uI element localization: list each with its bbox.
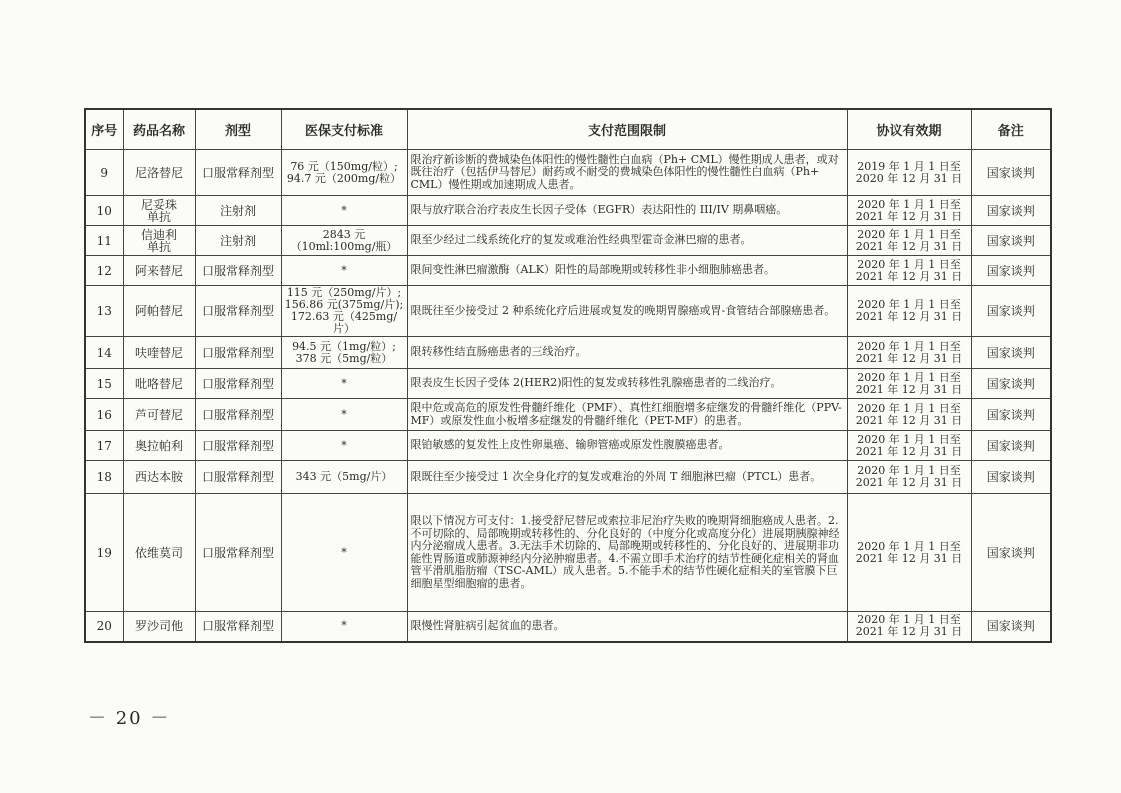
row-idx: 10 [85,196,123,226]
table-row [85,399,1051,431]
row-payment-scope: 限与放疗联合治疗表皮生长因子受体（EGFR）表达阳性的 III/IV 期鼻咽癌。 [407,196,847,226]
row-idx: 16 [85,399,123,431]
table-row [85,369,1051,399]
row-agreement-period: 2019 年 1 月 1 日至 2020 年 12 月 31 日 [847,150,971,196]
row-drug-name: 阿帕替尼 [123,286,195,337]
row-agreement-period: 2020 年 1 月 1 日至 2021 年 12 月 31 日 [847,494,971,612]
row-agreement-period: 2020 年 1 月 1 日至 2021 年 12 月 31 日 [847,461,971,494]
row-note: 国家谈判 [971,431,1051,461]
row-payment-standard: * [281,494,407,612]
row-dosage-form: 口服常释剂型 [195,461,281,494]
row-dosage-form: 口服常释剂型 [195,337,281,369]
row-agreement-period: 2020 年 1 月 1 日至 2021 年 12 月 31 日 [847,399,971,431]
table-row [85,196,1051,226]
row-agreement-period: 2020 年 1 月 1 日至 2021 年 12 月 31 日 [847,196,971,226]
row-payment-standard: * [281,399,407,431]
row-idx: 9 [85,150,123,196]
row-payment-scope: 限既往至少接受过 2 种系统化疗后进展或复发的晚期胃腺癌或胃-食管结合部腺癌患者。 [407,286,847,337]
row-payment-standard: 343 元（5mg/片） [281,461,407,494]
row-agreement-period: 2020 年 1 月 1 日至 2021 年 12 月 31 日 [847,431,971,461]
row-payment-standard: 115 元（250mg/片）; 156.86 元(375mg/片); 172.63 元（425mg/片） [281,286,407,337]
row-payment-scope: 限转移性结直肠癌患者的三线治疗。 [407,337,847,369]
row-payment-scope: 限间变性淋巴瘤激酶（ALK）阳性的局部晚期或转移性非小细胞肺癌患者。 [407,256,847,286]
row-note: 国家谈判 [971,494,1051,612]
row-drug-name: 奥拉帕利 [123,431,195,461]
row-note: 国家谈判 [971,150,1051,196]
row-idx: 15 [85,369,123,399]
header-period: 协议有效期 [847,109,971,150]
header-idx: 序号 [85,109,123,150]
row-payment-standard: * [281,612,407,642]
table-row [85,337,1051,369]
row-note: 国家谈判 [971,369,1051,399]
row-payment-scope: 限慢性肾脏病引起贫血的患者。 [407,612,847,642]
row-note: 国家谈判 [971,399,1051,431]
table-row [85,431,1051,461]
row-agreement-period: 2020 年 1 月 1 日至 2021 年 12 月 31 日 [847,286,971,337]
row-idx: 14 [85,337,123,369]
drug-payment-table [84,108,1052,643]
row-payment-scope: 限既往至少接受过 1 次全身化疗的复发或难治的外周 T 细胞淋巴瘤（PTCL）患者。 [407,461,847,494]
row-payment-scope: 限至少经过二线系统化疗的复发或难治性经典型霍奇金淋巴瘤的患者。 [407,226,847,256]
table-row [85,256,1051,286]
row-idx: 20 [85,612,123,642]
row-note: 国家谈判 [971,196,1051,226]
row-dosage-form: 口服常释剂型 [195,150,281,196]
row-agreement-period: 2020 年 1 月 1 日至 2021 年 12 月 31 日 [847,256,971,286]
header-standard: 医保支付标准 [281,109,407,150]
row-idx: 18 [85,461,123,494]
row-dosage-form: 注射剂 [195,226,281,256]
row-dosage-form: 口服常释剂型 [195,494,281,612]
row-payment-standard: * [281,369,407,399]
row-dosage-form: 口服常释剂型 [195,286,281,337]
row-payment-standard: * [281,256,407,286]
row-note: 国家谈判 [971,226,1051,256]
row-payment-standard: 2843 元 （10ml:100mg/瓶） [281,226,407,256]
row-idx: 13 [85,286,123,337]
row-drug-name: 阿来替尼 [123,256,195,286]
row-dosage-form: 口服常释剂型 [195,399,281,431]
row-agreement-period: 2020 年 1 月 1 日至 2021 年 12 月 31 日 [847,369,971,399]
table-row [85,494,1051,612]
row-drug-name: 西达本胺 [123,461,195,494]
row-drug-name: 吡咯替尼 [123,369,195,399]
row-payment-scope: 限以下情况方可支付：1.接受舒尼替尼或索拉非尼治疗失败的晚期肾细胞癌成人患者。2.不可切除的、局部晚期或转移性的、分化良好的（中度分化或高度分化）进展期胰腺神经内分泌瘤成人患者。3.无法手术切除的、局部晚期或转移性的、分化良好的、进展期非功能性胃肠道或肺源神经内分泌肿瘤患者。4.不需立即手术治疗的结节性硬化症相关的肾血管平滑肌脂肪瘤（TSC-AML）成人患者。5.不能手术的结节性硬化症相关的室管膜下巨细胞星型细胞瘤的患者。 [407,494,847,612]
row-idx: 17 [85,431,123,461]
row-drug-name: 罗沙司他 [123,612,195,642]
table-row [85,461,1051,494]
page-number: － 20 － [88,708,171,729]
drug-table-container [84,108,1050,643]
row-drug-name: 尼洛替尼 [123,150,195,196]
row-idx: 19 [85,494,123,612]
row-dosage-form: 注射剂 [195,196,281,226]
row-note: 国家谈判 [971,461,1051,494]
table-row [85,612,1051,642]
row-payment-standard: * [281,431,407,461]
table-header-row [85,109,1051,150]
row-drug-name: 芦可替尼 [123,399,195,431]
row-payment-scope: 限表皮生长因子受体 2(HER2)阳性的复发或转移性乳腺癌患者的二线治疗。 [407,369,847,399]
row-agreement-period: 2020 年 1 月 1 日至 2021 年 12 月 31 日 [847,337,971,369]
row-dosage-form: 口服常释剂型 [195,369,281,399]
row-note: 国家谈判 [971,612,1051,642]
table-row [85,286,1051,337]
row-agreement-period: 2020 年 1 月 1 日至 2021 年 12 月 31 日 [847,612,971,642]
row-idx: 11 [85,226,123,256]
row-dosage-form: 口服常释剂型 [195,256,281,286]
row-note: 国家谈判 [971,337,1051,369]
header-note: 备注 [971,109,1051,150]
header-name: 药品名称 [123,109,195,150]
header-scope: 支付范围限制 [407,109,847,150]
row-drug-name: 呋喹替尼 [123,337,195,369]
row-agreement-period: 2020 年 1 月 1 日至 2021 年 12 月 31 日 [847,226,971,256]
row-note: 国家谈判 [971,256,1051,286]
row-payment-scope: 限治疗新诊断的费城染色体阳性的慢性髓性白血病（Ph+ CML）慢性期成人患者，或对既往治疗（包括伊马替尼）耐药或不耐受的费城染色体阳性的慢性髓性白血病（Ph+ CML）慢性期或加速期成人患者。 [407,150,847,196]
row-payment-standard: * [281,196,407,226]
table-row [85,150,1051,196]
row-drug-name: 信迪利 单抗 [123,226,195,256]
row-payment-scope: 限中危或高危的原发性骨髓纤维化（PMF）、真性红细胞增多症继发的骨髓纤维化（PPV-MF）或原发性血小板增多症继发的骨髓纤维化（PET-MF）的患者。 [407,399,847,431]
row-note: 国家谈判 [971,286,1051,337]
table-row [85,226,1051,256]
row-dosage-form: 口服常释剂型 [195,431,281,461]
header-form: 剂型 [195,109,281,150]
row-dosage-form: 口服常释剂型 [195,612,281,642]
row-payment-standard: 76 元（150mg/粒）; 94.7 元（200mg/粒） [281,150,407,196]
row-payment-scope: 限铂敏感的复发性上皮性卵巢癌、输卵管癌或原发性腹膜癌患者。 [407,431,847,461]
row-drug-name: 尼妥珠 单抗 [123,196,195,226]
row-payment-standard: 94.5 元（1mg/粒）; 378 元（5mg/粒） [281,337,407,369]
row-idx: 12 [85,256,123,286]
row-drug-name: 依维莫司 [123,494,195,612]
